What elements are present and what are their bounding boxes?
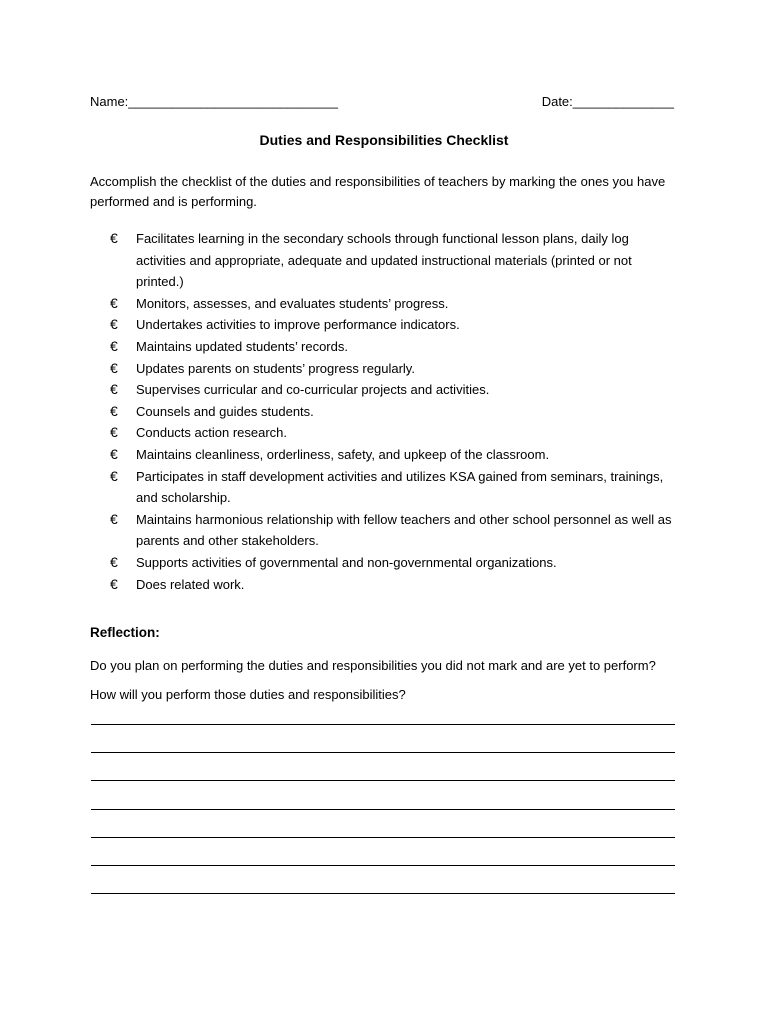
answer-line[interactable] <box>91 752 675 753</box>
checklist-item[interactable] <box>110 379 682 401</box>
checklist-item-text: Does related work. <box>136 576 245 592</box>
checkbox-bullet-icon[interactable]: € <box>110 316 118 333</box>
checklist-item[interactable] <box>110 228 682 293</box>
checklist-item-text: Supports activities of governmental and non-governmental organizations. <box>136 554 557 570</box>
checklist-item-text: Undertakes activities to improve performance indicators. <box>136 317 460 333</box>
checkbox-bullet-icon[interactable]: € <box>110 575 118 592</box>
answer-line[interactable] <box>91 724 675 725</box>
checkbox-bullet-icon[interactable]: € <box>110 230 118 246</box>
checkbox-bullet-icon[interactable]: € <box>110 402 118 419</box>
checklist-item-text: Maintains cleanliness, orderliness, safety, and upkeep of the classroom. <box>136 446 550 462</box>
answer-line[interactable] <box>91 809 675 810</box>
answer-line[interactable] <box>91 837 675 838</box>
checklist-item-text: Updates parents on students’ progress regularly. <box>136 360 415 376</box>
reflection-heading: Reflection: <box>90 625 160 640</box>
page-title: Duties and Responsibilities Checklist <box>259 132 509 148</box>
checkbox-bullet-icon[interactable]: € <box>110 337 118 354</box>
checklist-item[interactable] <box>110 574 682 596</box>
checklist-item[interactable] <box>110 336 682 358</box>
checklist-item[interactable] <box>110 314 682 336</box>
checklist-item[interactable] <box>110 293 682 315</box>
checklist-item-text: Participates in staff development activities and utilizes KSA gained from seminars, trainings, and scholarship. <box>136 468 664 506</box>
checkbox-bullet-icon[interactable]: € <box>110 510 118 527</box>
checklist-item-text: Maintains updated students’ records. <box>136 338 348 354</box>
checkbox-bullet-icon[interactable]: € <box>110 467 118 484</box>
header-row <box>90 94 674 112</box>
checklist-item-text: Maintains harmonious relationship with fellow teachers and other school personnel as well as parents and other stakeholders. <box>136 511 672 549</box>
reflection-question: Do you plan on performing the duties and responsibilities you did not mark and are yet to perform? How will you perform those duties and responsibilities? <box>90 658 656 702</box>
checklist-item[interactable] <box>110 422 682 444</box>
checkbox-bullet-icon[interactable]: € <box>110 553 118 570</box>
checkbox-bullet-icon[interactable]: € <box>110 424 118 441</box>
checkbox-bullet-icon[interactable]: € <box>110 381 118 398</box>
checklist-item[interactable] <box>110 401 682 423</box>
checklist-item-text: Monitors, assesses, and evaluates students’ progress. <box>136 295 449 311</box>
checkbox-bullet-icon[interactable]: € <box>110 445 118 462</box>
answer-line[interactable] <box>91 893 675 894</box>
answer-line[interactable] <box>91 865 675 866</box>
checklist-item[interactable] <box>110 552 682 574</box>
checklist-item-text: Supervises curricular and co-curricular projects and activities. <box>136 382 490 398</box>
answer-line[interactable] <box>91 780 675 781</box>
checklist-item[interactable] <box>110 444 682 466</box>
instructions-text: Accomplish the checklist of the duties and responsibilities of teachers by marking the ones you have performed and is performing. <box>90 174 666 209</box>
checklist-item-text: Conducts action research. <box>136 425 288 441</box>
checklist-item-text: Counsels and guides students. <box>136 403 314 419</box>
date-field[interactable]: Date:______________ <box>541 94 674 109</box>
checkbox-bullet-icon[interactable]: € <box>110 359 118 376</box>
duties-checklist <box>110 228 682 595</box>
name-field[interactable]: Name:_____________________________ <box>90 94 338 109</box>
checklist-item[interactable] <box>110 509 682 552</box>
checklist-item[interactable] <box>110 466 682 509</box>
answer-lines <box>91 724 675 921</box>
checkbox-bullet-icon[interactable]: € <box>110 294 118 311</box>
checklist-item[interactable] <box>110 358 682 380</box>
checklist-item-text: Facilitates learning in the secondary schools through functional lesson plans, daily log activities and appropriate, adequate and updated instructional materials (printed or not printed.) <box>136 231 632 290</box>
